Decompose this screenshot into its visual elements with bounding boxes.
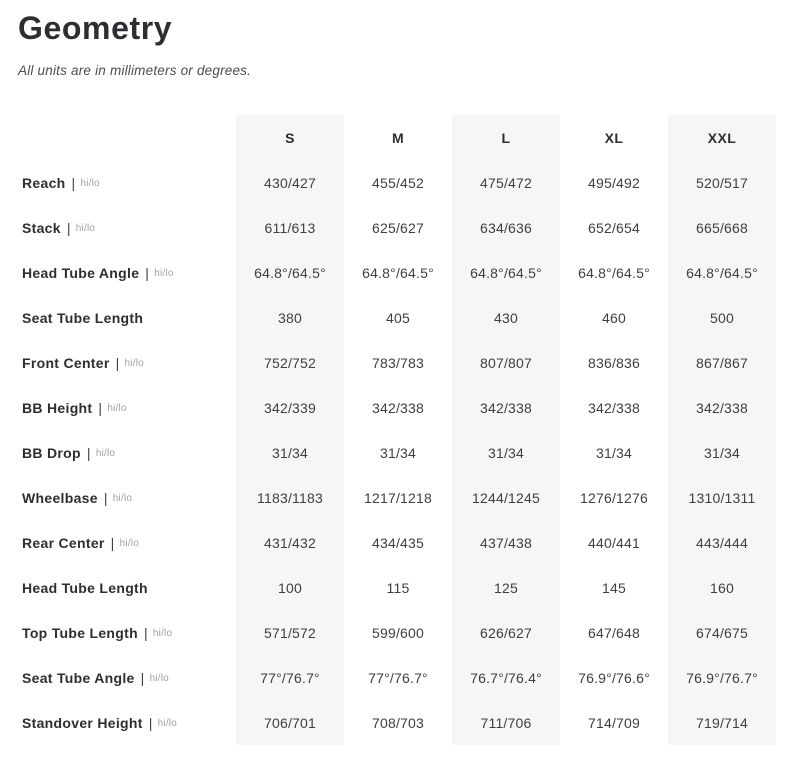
value-cell: 711/706: [452, 700, 560, 745]
units-note: All units are in millimeters or degrees.: [18, 63, 252, 78]
value-cell: 867/867: [668, 340, 776, 385]
row-label-text: Wheelbase: [22, 489, 98, 506]
value-cell: 611/613: [236, 205, 344, 250]
page-title: Geometry: [18, 10, 173, 46]
hilo-suffix: hi/lo: [152, 628, 173, 639]
value-cell: 64.8°/64.5°: [578, 264, 650, 281]
row-label-text: Seat Tube Length: [22, 309, 144, 326]
value-cell: 455/452: [371, 174, 424, 191]
row-label: [18, 655, 236, 700]
value-cell: 77°/76.7°: [236, 655, 344, 700]
value-cell: 115: [386, 579, 410, 596]
row-label: [18, 610, 236, 655]
row-label: [18, 565, 236, 610]
value-cell: 100: [236, 565, 344, 610]
column-header-xxl: XXL: [668, 115, 776, 160]
value-cell: 430: [452, 295, 560, 340]
hilo-suffix: hi/lo: [124, 358, 144, 369]
value-cell: 475/472: [452, 160, 560, 205]
row-label: [18, 160, 236, 205]
value-cell: 460: [602, 309, 626, 326]
label-separator: |: [66, 219, 71, 236]
value-cell: 64.8°/64.5°: [362, 264, 434, 281]
value-cell: 520/517: [668, 160, 776, 205]
value-cell: 1310/1311: [668, 475, 776, 520]
label-separator: |: [143, 624, 148, 641]
value-cell: 1217/1218: [364, 489, 432, 506]
hilo-suffix: hi/lo: [107, 403, 127, 414]
value-cell: 625/627: [371, 219, 424, 236]
row-label: [18, 430, 236, 475]
value-cell: 342/338: [587, 399, 640, 416]
hilo-suffix: hi/lo: [80, 178, 100, 189]
value-cell: 64.8°/64.5°: [452, 250, 560, 295]
value-cell: 380: [236, 295, 344, 340]
value-cell: 647/648: [587, 624, 640, 641]
value-cell: 752/752: [236, 340, 344, 385]
value-cell: 719/714: [668, 700, 776, 745]
column-header-l: L: [452, 115, 560, 160]
value-cell: 125: [452, 565, 560, 610]
value-cell: 430/427: [236, 160, 344, 205]
value-cell: 714/709: [587, 714, 640, 731]
value-cell: 76.9°/76.6°: [578, 669, 650, 686]
row-label-text: Top Tube Length: [22, 624, 138, 641]
label-separator: |: [71, 174, 76, 191]
row-label-text: Stack: [22, 219, 61, 236]
value-cell: 626/627: [452, 610, 560, 655]
row-label-text: Head Tube Angle: [22, 264, 140, 281]
value-cell: 495/492: [587, 174, 640, 191]
hilo-suffix: hi/lo: [112, 493, 133, 504]
value-cell: 434/435: [371, 534, 424, 551]
value-cell: 443/444: [668, 520, 776, 565]
row-label: [18, 700, 236, 745]
column-header-m: M: [391, 129, 405, 146]
value-cell: 571/572: [236, 610, 344, 655]
value-cell: 836/836: [587, 354, 640, 371]
value-cell: 500: [668, 295, 776, 340]
value-cell: 64.8°/64.5°: [236, 250, 344, 295]
row-label: [18, 295, 236, 340]
row-label-text: BB Drop: [22, 444, 81, 461]
value-cell: 706/701: [236, 700, 344, 745]
value-cell: 64.8°/64.5°: [668, 250, 776, 295]
row-label-text: BB Height: [22, 399, 93, 416]
row-label-text: Head Tube Length: [22, 579, 148, 596]
value-cell: 652/654: [587, 219, 640, 236]
label-separator: |: [98, 399, 103, 416]
value-cell: 783/783: [371, 354, 424, 371]
value-cell: 599/600: [371, 624, 424, 641]
value-cell: 634/636: [452, 205, 560, 250]
value-cell: 674/675: [668, 610, 776, 655]
value-cell: 342/338: [452, 385, 560, 430]
value-cell: 145: [602, 579, 626, 596]
label-separator: |: [103, 489, 108, 506]
row-label: [18, 475, 236, 520]
row-label-text: Seat Tube Angle: [22, 669, 135, 686]
value-cell: 807/807: [452, 340, 560, 385]
label-separator: |: [140, 669, 145, 686]
table-corner-cell: [18, 115, 236, 160]
value-cell: 342/338: [668, 385, 776, 430]
hilo-suffix: hi/lo: [149, 673, 169, 684]
row-label-text: Standover Height: [22, 714, 143, 731]
value-cell: 342/338: [371, 399, 424, 416]
label-separator: |: [86, 444, 91, 461]
value-cell: 77°/76.7°: [368, 669, 428, 686]
row-label: [18, 250, 236, 295]
value-cell: 440/441: [587, 534, 640, 551]
row-label: [18, 205, 236, 250]
hilo-suffix: hi/lo: [75, 223, 96, 234]
label-separator: |: [145, 264, 150, 281]
hilo-suffix: hi/lo: [119, 538, 139, 549]
row-label-text: Rear Center: [22, 534, 105, 551]
row-label: [18, 385, 236, 430]
hilo-suffix: hi/lo: [95, 448, 116, 459]
value-cell: 31/34: [379, 444, 417, 461]
row-label: [18, 340, 236, 385]
value-cell: 1183/1183: [236, 475, 344, 520]
value-cell: 31/34: [595, 444, 633, 461]
geometry-table: [18, 115, 776, 745]
column-header-xl: XL: [604, 129, 624, 146]
value-cell: 31/34: [236, 430, 344, 475]
value-cell: 76.9°/76.7°: [668, 655, 776, 700]
value-cell: 31/34: [668, 430, 776, 475]
label-separator: |: [148, 714, 153, 731]
value-cell: 1244/1245: [452, 475, 560, 520]
value-cell: 1276/1276: [580, 489, 648, 506]
row-label: [18, 520, 236, 565]
value-cell: 708/703: [371, 714, 424, 731]
row-label-text: Front Center: [22, 354, 110, 371]
label-separator: |: [110, 534, 115, 551]
value-cell: 405: [386, 309, 410, 326]
label-separator: |: [115, 354, 120, 371]
hilo-suffix: hi/lo: [154, 268, 174, 279]
row-label-text: Reach: [22, 174, 66, 191]
value-cell: 160: [668, 565, 776, 610]
hilo-suffix: hi/lo: [157, 718, 177, 729]
value-cell: 665/668: [668, 205, 776, 250]
value-cell: 31/34: [452, 430, 560, 475]
value-cell: 76.7°/76.4°: [452, 655, 560, 700]
value-cell: 437/438: [452, 520, 560, 565]
value-cell: 342/339: [236, 385, 344, 430]
column-header-s: S: [236, 115, 344, 160]
value-cell: 431/432: [236, 520, 344, 565]
